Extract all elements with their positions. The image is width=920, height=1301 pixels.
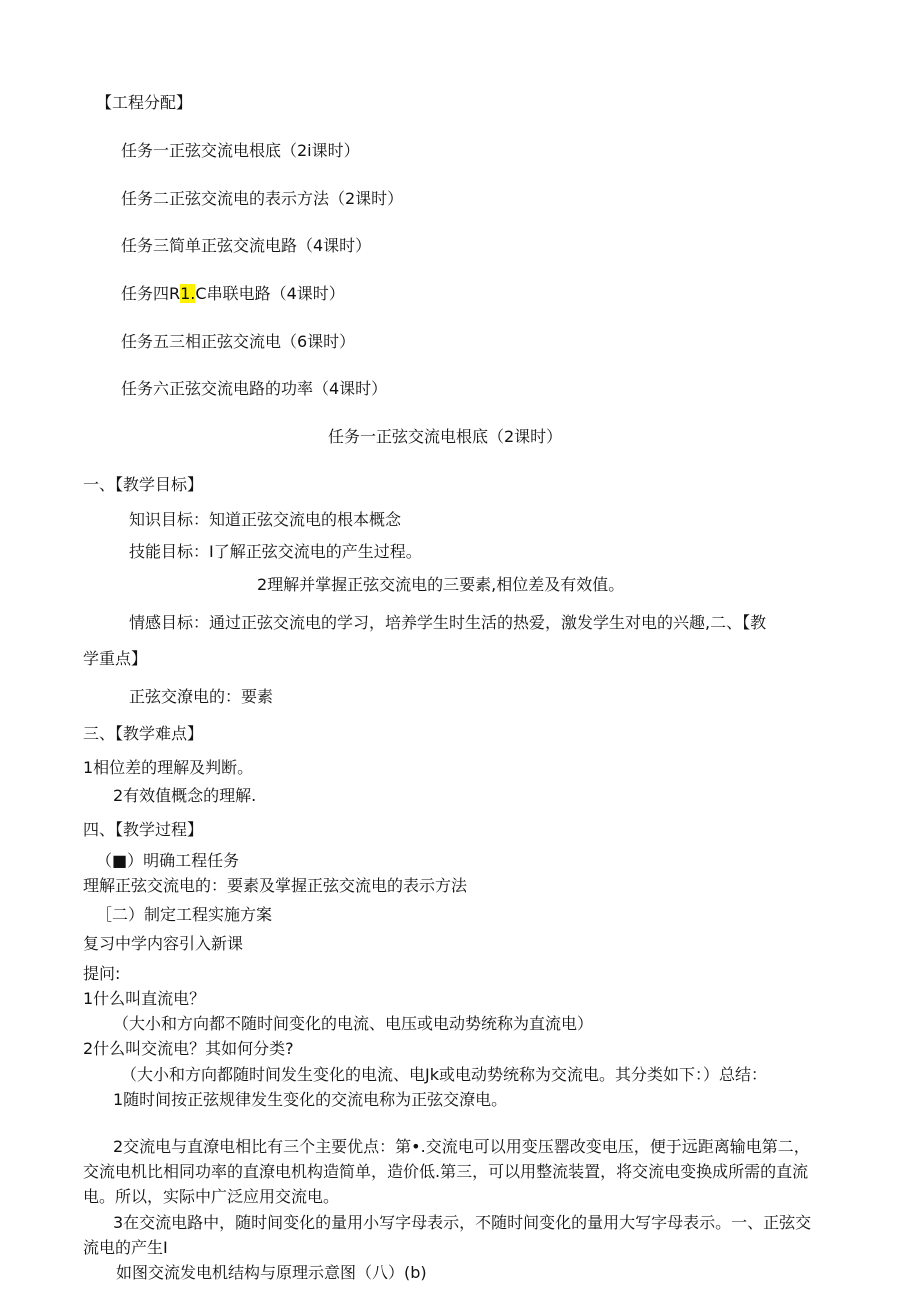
section-heading-process: 四、【教学过程】 [83,820,204,839]
task-item-4-rest: C串联电路（4课时） [195,284,345,303]
task-item-6: 任务六正弦交流电路的功率（4课时） [121,379,388,398]
review-text: 复习中学内容引入新课 [83,934,244,953]
summary-3: 3在交流电路中，随时间变化的量用小写字母表示，不随时间变化的量用大写字母表示。一、正弦交流电的产生I [83,1213,812,1257]
skill-objective: 技能目标：I了解正弦交流电的产生过程。 [129,542,422,561]
question-1: 1什么叫直流电？ [83,989,206,1008]
task-item-5: 任务五三相正弦交流电（6课时） [121,332,356,351]
difficulty-item-1: 1相位差的理解及判断。 [83,758,254,777]
process-sub-1: （■）明确工程任务 [96,851,240,870]
task-item-2: 任务二正弦交流电的表示方法（2课时） [121,189,404,208]
task-item-3: 任务三简单正弦交流电路（4课时） [121,236,372,255]
summary-2: 2交流电与直潦电相比有三个主要优点：第•.交流电可以用变压罂改变电压，便于远距离输电第二，交流电机比相同功率的直潦电机构造简单，造价低.第三，可以用整流装置，将交流电变换成所需的直流电。所以，实际中广泛应用交流电。 [83,1137,810,1206]
answer-1: （大小和方向都不随时间变化的电流、电压或电动势统称为直流电） [113,1014,594,1033]
task-item-4-prefix: 任务四R [121,284,181,303]
skill-objective-2: 2理解并掌握正弦交流电的三要素,相位差及有效值。 [257,575,625,594]
ask-label: 提问: [83,964,121,983]
figure-caption: 如图交流发电机结构与原理示意图（八）(b) [116,1263,427,1282]
lesson-title: 任务一正弦交流电根底（2课时） [328,427,563,446]
section-heading-objectives: 一、【教学目标】 [83,475,204,494]
task-item-1: 任务一正弦交流电根底（2i课时） [121,141,360,160]
answer-2: （大小和方向都随时间发生变化的电流、电Jk或电动势统称为交流电。其分类如下：）总结： [121,1065,767,1084]
key-point-text: 正弦交潦电的：要素 [129,687,274,706]
question-2: 2什么叫交流电？其如何分类? [83,1039,294,1058]
highlight-mark: 1. [180,284,196,303]
summary-1: 1随时间按正弦规律发生变化的交流电称为正弦交潦电。 [113,1090,508,1109]
process-sub-1-text: 理解正弦交流电的：要素及掌握正弦交流电的表示方法 [83,876,468,895]
allocation-heading: 【工程分配】 [96,93,193,112]
task-item-4 [121,283,345,305]
section-heading-difficulties: 三、【教学难点】 [83,724,204,743]
key-point-heading: 学重点】 [83,649,148,668]
difficulty-item-2: 2有效值概念的理解. [113,786,257,805]
process-sub-2: ［二）制定工程实施方案 [96,905,273,924]
emotion-objective: 情感目标：通过正弦交流电的学习，培养学生时生活的热爱，激发学生对电的兴趣,二、【教 [129,613,767,632]
knowledge-objective: 知识目标：知道正弦交流电的根本概念 [129,510,402,529]
